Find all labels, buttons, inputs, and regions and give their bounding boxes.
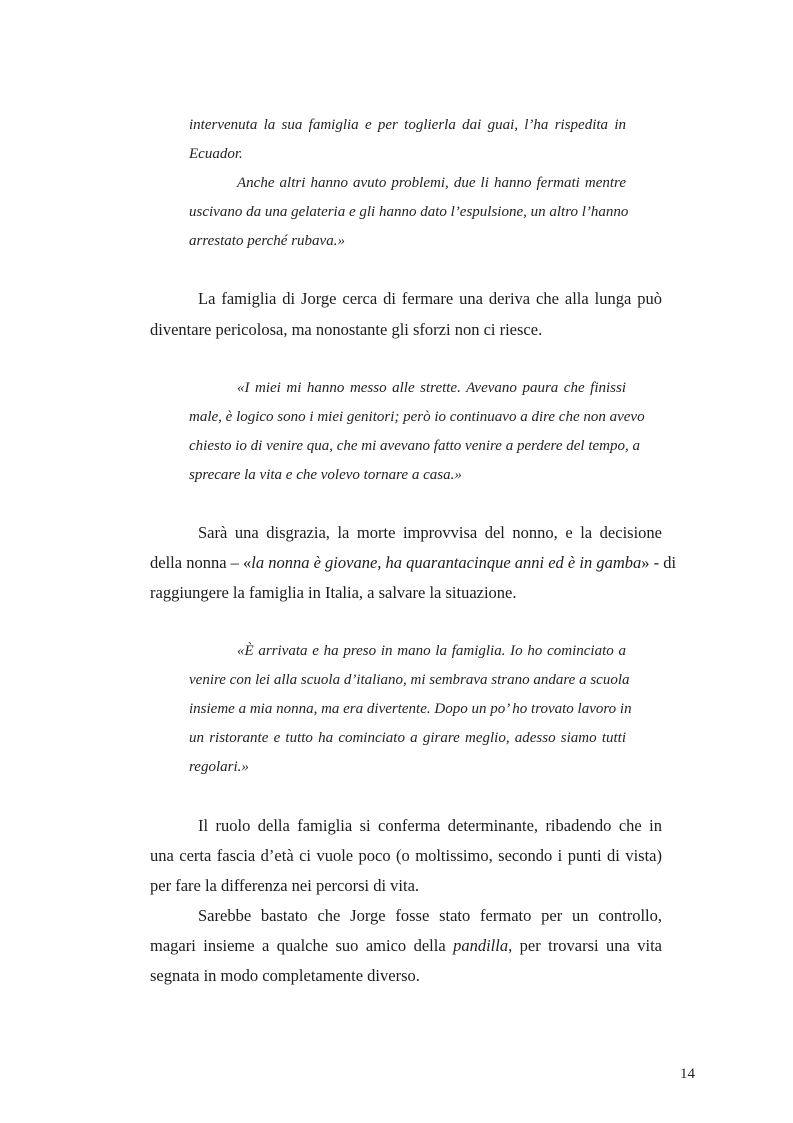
para2-line-2-start: della nonna – « xyxy=(150,553,252,572)
para2-line-2-end: » - di xyxy=(641,553,677,572)
quote1-line-3: Anche altri hanno avuto problemi, due li hanno fermati mentre xyxy=(237,175,626,191)
quote2-line-2: male, è logico sono i miei genitori; però io continuavo a dire che non avevo xyxy=(189,409,645,425)
para4-line-2-italic: pandilla xyxy=(453,936,509,955)
quote3-line-2: venire con lei alla scuola d’italiano, mi sembrava strano andare a scuola xyxy=(189,672,630,688)
quote2-line-4: sprecare la vita e che volevo tornare a casa.» xyxy=(189,467,462,483)
quote1-line-4: uscivano da una gelateria e gli hanno dato l’espulsione, un altro l’hanno xyxy=(189,204,629,220)
quote1-line-2: Ecuador. xyxy=(189,146,243,162)
para1-line-2: diventare pericolosa, ma nonostante gli sforzi non ci riesce. xyxy=(150,320,543,339)
quote3-line-3: insieme a mia nonna, ma era divertente. Dopo un po’ ho trovato lavoro in xyxy=(189,701,632,717)
para4-line-1: Sarebbe bastato che Jorge fosse stato fermato per un controllo, xyxy=(198,906,662,925)
para4-line-3: segnata in modo completamente diverso. xyxy=(150,966,420,985)
para4-line-2-end: , per trovarsi una vita xyxy=(508,936,662,955)
para4-line-2-start: magari insieme a qualche suo amico della xyxy=(150,936,454,955)
page-number: 14 xyxy=(680,1066,695,1082)
quote1-line-1: intervenuta la sua famiglia e per toglierla dai guai, l’ha rispedita in xyxy=(189,117,626,133)
para4-line-2 xyxy=(150,936,662,956)
para2-line-2 xyxy=(150,553,677,573)
para3-line-3: per fare la differenza nei percorsi di vita. xyxy=(150,876,420,895)
quote3-line-5: regolari.» xyxy=(189,759,249,775)
quote2-line-3: chiesto io di venire qua, che mi avevano fatto venire a perdere del tempo, a xyxy=(189,438,640,454)
quote1-line-5: arrestato perché rubava.» xyxy=(189,233,345,249)
para2-line-3: raggiungere la famiglia in Italia, a salvare la situazione. xyxy=(150,583,517,602)
para3-line-1: Il ruolo della famiglia si conferma determinante, ribadendo che in xyxy=(198,816,662,835)
para3-line-2: una certa fascia d’età ci vuole poco (o moltissimo, secondo i punti di vista) xyxy=(150,846,662,865)
quote2-line-1: «I miei mi hanno messo alle strette. Avevano paura che finissi xyxy=(237,380,626,396)
para1-line-1: La famiglia di Jorge cerca di fermare una deriva che alla lunga può xyxy=(198,289,662,308)
quote3-line-1: «È arrivata e ha preso in mano la famiglia. Io ho cominciato a xyxy=(237,643,626,659)
para2-line-1: Sarà una disgrazia, la morte improvvisa del nonno, e la decisione xyxy=(198,523,662,542)
para2-line-2-italic: la nonna è giovane, ha quarantacinque anni ed è in gamba xyxy=(251,553,642,572)
quote3-line-4: un ristorante e tutto ha cominciato a girare meglio, adesso siamo tutti xyxy=(189,730,626,746)
